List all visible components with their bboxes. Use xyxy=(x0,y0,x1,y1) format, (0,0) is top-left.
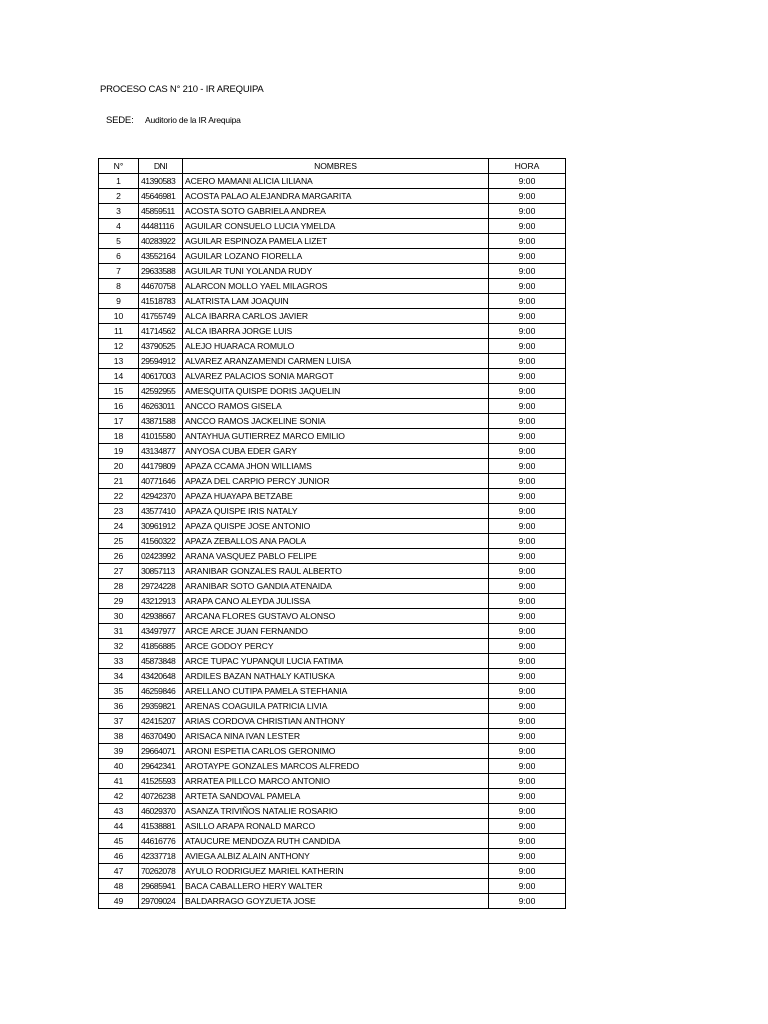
row-name: ALEJO HUARACA ROMULO xyxy=(183,339,489,354)
row-dni: 29642341 xyxy=(139,759,183,774)
table-row xyxy=(99,699,566,714)
row-hora: 9:00 xyxy=(489,819,566,834)
row-dni: 44179809 xyxy=(139,459,183,474)
table-row xyxy=(99,579,566,594)
row-name: ACERO MAMANI ALICIA LILIANA xyxy=(183,174,489,189)
row-name: BACA CABALLERO HERY WALTER xyxy=(183,879,489,894)
candidate-schedule-table xyxy=(98,158,566,909)
row-hora: 9:00 xyxy=(489,729,566,744)
row-name: ACOSTA SOTO GABRIELA ANDREA xyxy=(183,204,489,219)
row-hora: 9:00 xyxy=(489,459,566,474)
table-header-row xyxy=(99,159,566,174)
table-row xyxy=(99,474,566,489)
row-number: 3 xyxy=(99,204,139,219)
table-row xyxy=(99,429,566,444)
table-row xyxy=(99,339,566,354)
row-name: APAZA HUAYAPA BETZABE xyxy=(183,489,489,504)
row-number: 34 xyxy=(99,669,139,684)
row-name: ASANZA TRIVIÑOS NATALIE ROSARIO xyxy=(183,804,489,819)
table-row xyxy=(99,669,566,684)
table-row xyxy=(99,789,566,804)
row-name: AGUILAR TUNI YOLANDA RUDY xyxy=(183,264,489,279)
row-number: 22 xyxy=(99,489,139,504)
row-name: AGUILAR LOZANO FIORELLA xyxy=(183,249,489,264)
table-row xyxy=(99,834,566,849)
row-dni: 41518783 xyxy=(139,294,183,309)
row-hora: 9:00 xyxy=(489,309,566,324)
row-number: 31 xyxy=(99,624,139,639)
sede-line xyxy=(106,115,241,126)
column-header-names: NOMBRES xyxy=(183,159,489,174)
sede-label: SEDE: xyxy=(106,115,134,126)
row-hora: 9:00 xyxy=(489,594,566,609)
row-name: ALATRISTA LAM JOAQUIN xyxy=(183,294,489,309)
row-hora: 9:00 xyxy=(489,519,566,534)
row-dni: 29724228 xyxy=(139,579,183,594)
row-number: 49 xyxy=(99,894,139,909)
row-name: ALVAREZ PALACIOS SONIA MARGOT xyxy=(183,369,489,384)
row-number: 23 xyxy=(99,504,139,519)
row-number: 17 xyxy=(99,414,139,429)
row-number: 2 xyxy=(99,189,139,204)
row-hora: 9:00 xyxy=(489,789,566,804)
table-row xyxy=(99,549,566,564)
row-number: 18 xyxy=(99,429,139,444)
row-number: 25 xyxy=(99,534,139,549)
row-dni: 43420648 xyxy=(139,669,183,684)
table-row xyxy=(99,519,566,534)
row-number: 44 xyxy=(99,819,139,834)
row-dni: 70262078 xyxy=(139,864,183,879)
row-dni: 29664071 xyxy=(139,744,183,759)
row-hora: 9:00 xyxy=(489,189,566,204)
row-hora: 9:00 xyxy=(489,324,566,339)
row-hora: 9:00 xyxy=(489,699,566,714)
table-row xyxy=(99,654,566,669)
row-hora: 9:00 xyxy=(489,609,566,624)
row-name: APAZA CCAMA JHON WILLIAMS xyxy=(183,459,489,474)
table-row xyxy=(99,444,566,459)
row-number: 20 xyxy=(99,459,139,474)
row-name: APAZA QUISPE JOSE ANTONIO xyxy=(183,519,489,534)
row-dni: 44670758 xyxy=(139,279,183,294)
table-row xyxy=(99,864,566,879)
row-number: 46 xyxy=(99,849,139,864)
page-title: PROCESO CAS N° 210 - IR AREQUIPA xyxy=(100,84,264,95)
row-number: 43 xyxy=(99,804,139,819)
column-header-dni: DNI xyxy=(139,159,183,174)
row-number: 40 xyxy=(99,759,139,774)
row-dni: 40283922 xyxy=(139,234,183,249)
row-number: 42 xyxy=(99,789,139,804)
row-name: BALDARRAGO GOYZUETA JOSE xyxy=(183,894,489,909)
row-number: 26 xyxy=(99,549,139,564)
row-dni: 29633588 xyxy=(139,264,183,279)
table-row xyxy=(99,594,566,609)
row-name: ARCANA FLORES GUSTAVO ALONSO xyxy=(183,609,489,624)
row-dni: 40771646 xyxy=(139,474,183,489)
table-row xyxy=(99,684,566,699)
row-hora: 9:00 xyxy=(489,369,566,384)
table-row xyxy=(99,219,566,234)
row-hora: 9:00 xyxy=(489,384,566,399)
row-number: 13 xyxy=(99,354,139,369)
row-hora: 9:00 xyxy=(489,294,566,309)
row-number: 16 xyxy=(99,399,139,414)
row-dni: 42415207 xyxy=(139,714,183,729)
row-hora: 9:00 xyxy=(489,354,566,369)
row-name: ANCCO RAMOS JACKELINE SONIA xyxy=(183,414,489,429)
row-number: 8 xyxy=(99,279,139,294)
table-row xyxy=(99,894,566,909)
row-name: AYULO RODRIGUEZ MARIEL KATHERIN xyxy=(183,864,489,879)
row-dni: 42942370 xyxy=(139,489,183,504)
row-name: ALCA IBARRA JORGE LUIS xyxy=(183,324,489,339)
row-name: AGUILAR CONSUELO LUCIA YMELDA xyxy=(183,219,489,234)
row-dni: 45873848 xyxy=(139,654,183,669)
table-row xyxy=(99,564,566,579)
row-hora: 9:00 xyxy=(489,879,566,894)
row-dni: 42337718 xyxy=(139,849,183,864)
row-name: ANCCO RAMOS GISELA xyxy=(183,399,489,414)
row-dni: 46259846 xyxy=(139,684,183,699)
row-number: 1 xyxy=(99,174,139,189)
table-row xyxy=(99,759,566,774)
row-number: 10 xyxy=(99,309,139,324)
row-hora: 9:00 xyxy=(489,339,566,354)
row-hora: 9:00 xyxy=(489,534,566,549)
row-number: 19 xyxy=(99,444,139,459)
row-hora: 9:00 xyxy=(489,474,566,489)
row-number: 24 xyxy=(99,519,139,534)
row-dni: 41538881 xyxy=(139,819,183,834)
row-dni: 42592955 xyxy=(139,384,183,399)
row-name: APAZA DEL CARPIO PERCY JUNIOR xyxy=(183,474,489,489)
row-hora: 9:00 xyxy=(489,864,566,879)
table-row xyxy=(99,489,566,504)
row-name: ARCE ARCE JUAN FERNANDO xyxy=(183,624,489,639)
table-row xyxy=(99,399,566,414)
row-name: ANYOSA CUBA EDER GARY xyxy=(183,444,489,459)
row-hora: 9:00 xyxy=(489,669,566,684)
row-dni: 41390583 xyxy=(139,174,183,189)
row-number: 35 xyxy=(99,684,139,699)
row-hora: 9:00 xyxy=(489,264,566,279)
row-dni: 41525593 xyxy=(139,774,183,789)
row-hora: 9:00 xyxy=(489,414,566,429)
row-name: AVIEGA ALBIZ ALAIN ANTHONY xyxy=(183,849,489,864)
row-number: 15 xyxy=(99,384,139,399)
table-row xyxy=(99,879,566,894)
row-hora: 9:00 xyxy=(489,444,566,459)
row-hora: 9:00 xyxy=(489,279,566,294)
row-dni: 29709024 xyxy=(139,894,183,909)
row-dni: 29594912 xyxy=(139,354,183,369)
row-name: ALVAREZ ARANZAMENDI CARMEN LUISA xyxy=(183,354,489,369)
sede-value: Auditorio de la IR Arequipa xyxy=(144,115,241,125)
table-row xyxy=(99,264,566,279)
row-number: 9 xyxy=(99,294,139,309)
row-dni: 41856885 xyxy=(139,639,183,654)
table-row xyxy=(99,624,566,639)
row-dni: 30857113 xyxy=(139,564,183,579)
row-name: AMESQUITA QUISPE DORIS JAQUELIN xyxy=(183,384,489,399)
row-number: 29 xyxy=(99,594,139,609)
row-hora: 9:00 xyxy=(489,549,566,564)
row-dni: 44616776 xyxy=(139,834,183,849)
row-dni: 30961912 xyxy=(139,519,183,534)
row-hora: 9:00 xyxy=(489,774,566,789)
row-name: AGUILAR ESPINOZA PAMELA LIZET xyxy=(183,234,489,249)
row-number: 41 xyxy=(99,774,139,789)
row-name: ARELLANO CUTIPA PAMELA STEFHANIA xyxy=(183,684,489,699)
row-number: 4 xyxy=(99,219,139,234)
row-hora: 9:00 xyxy=(489,804,566,819)
table-row xyxy=(99,189,566,204)
row-dni: 43212913 xyxy=(139,594,183,609)
table-body xyxy=(99,174,566,909)
row-name: ARIAS CORDOVA CHRISTIAN ANTHONY xyxy=(183,714,489,729)
row-name: ALARCON MOLLO YAEL MILAGROS xyxy=(183,279,489,294)
row-dni: 02423992 xyxy=(139,549,183,564)
row-dni: 43790525 xyxy=(139,339,183,354)
row-hora: 9:00 xyxy=(489,849,566,864)
table-row xyxy=(99,249,566,264)
row-hora: 9:00 xyxy=(489,504,566,519)
table-row xyxy=(99,714,566,729)
row-dni: 46263011 xyxy=(139,399,183,414)
row-hora: 9:00 xyxy=(489,429,566,444)
row-name: ARCE TUPAC YUPANQUI LUCIA FATIMA xyxy=(183,654,489,669)
row-hora: 9:00 xyxy=(489,219,566,234)
row-dni: 43134877 xyxy=(139,444,183,459)
row-number: 21 xyxy=(99,474,139,489)
row-number: 28 xyxy=(99,579,139,594)
table-row xyxy=(99,369,566,384)
row-hora: 9:00 xyxy=(489,639,566,654)
row-number: 14 xyxy=(99,369,139,384)
table-row xyxy=(99,384,566,399)
table-row xyxy=(99,324,566,339)
row-dni: 45859511 xyxy=(139,204,183,219)
row-hora: 9:00 xyxy=(489,579,566,594)
row-number: 39 xyxy=(99,744,139,759)
row-hora: 9:00 xyxy=(489,249,566,264)
row-name: ARANA VASQUEZ PABLO FELIPE xyxy=(183,549,489,564)
table-row xyxy=(99,639,566,654)
row-dni: 46370490 xyxy=(139,729,183,744)
row-hora: 9:00 xyxy=(489,834,566,849)
row-name: ARENAS COAGUILA PATRICIA LIVIA xyxy=(183,699,489,714)
row-dni: 41755749 xyxy=(139,309,183,324)
row-hora: 9:00 xyxy=(489,234,566,249)
row-name: APAZA QUISPE IRIS NATALY xyxy=(183,504,489,519)
row-number: 33 xyxy=(99,654,139,669)
table-row xyxy=(99,354,566,369)
row-dni: 45646981 xyxy=(139,189,183,204)
row-name: ACOSTA PALAO ALEJANDRA MARGARITA xyxy=(183,189,489,204)
row-dni: 43497977 xyxy=(139,624,183,639)
row-hora: 9:00 xyxy=(489,489,566,504)
row-dni: 41714562 xyxy=(139,324,183,339)
table-row xyxy=(99,309,566,324)
row-name: ARDILES BAZAN NATHALY KATIUSKA xyxy=(183,669,489,684)
row-dni: 43871588 xyxy=(139,414,183,429)
row-dni: 29359821 xyxy=(139,699,183,714)
table-row xyxy=(99,609,566,624)
row-number: 48 xyxy=(99,879,139,894)
row-number: 37 xyxy=(99,714,139,729)
row-hora: 9:00 xyxy=(489,624,566,639)
row-number: 32 xyxy=(99,639,139,654)
row-dni: 43552164 xyxy=(139,249,183,264)
row-number: 5 xyxy=(99,234,139,249)
row-dni: 29685941 xyxy=(139,879,183,894)
table-row xyxy=(99,849,566,864)
row-number: 7 xyxy=(99,264,139,279)
row-name: ASILLO ARAPA RONALD MARCO xyxy=(183,819,489,834)
row-hora: 9:00 xyxy=(489,744,566,759)
row-hora: 9:00 xyxy=(489,714,566,729)
row-number: 30 xyxy=(99,609,139,624)
row-name: ARTETA SANDOVAL PAMELA xyxy=(183,789,489,804)
row-dni: 43577410 xyxy=(139,504,183,519)
column-header-number: N° xyxy=(99,159,139,174)
row-name: APAZA ZEBALLOS ANA PAOLA xyxy=(183,534,489,549)
table-row xyxy=(99,534,566,549)
row-hora: 9:00 xyxy=(489,204,566,219)
row-name: ATAUCURE MENDOZA RUTH CANDIDA xyxy=(183,834,489,849)
row-name: AROTAYPE GONZALES MARCOS ALFREDO xyxy=(183,759,489,774)
row-hora: 9:00 xyxy=(489,894,566,909)
row-number: 27 xyxy=(99,564,139,579)
row-name: ARRATEA PILLCO MARCO ANTONIO xyxy=(183,774,489,789)
row-name: ARANIBAR SOTO GANDIA ATENAIDA xyxy=(183,579,489,594)
row-dni: 44481116 xyxy=(139,219,183,234)
row-hora: 9:00 xyxy=(489,759,566,774)
row-hora: 9:00 xyxy=(489,654,566,669)
table-row xyxy=(99,174,566,189)
row-name: ARONI ESPETIA CARLOS GERONIMO xyxy=(183,744,489,759)
row-number: 6 xyxy=(99,249,139,264)
row-dni: 42938667 xyxy=(139,609,183,624)
row-hora: 9:00 xyxy=(489,399,566,414)
row-dni: 41015580 xyxy=(139,429,183,444)
row-number: 36 xyxy=(99,699,139,714)
row-name: ANTAYHUA GUTIERREZ MARCO EMILIO xyxy=(183,429,489,444)
row-number: 11 xyxy=(99,324,139,339)
row-name: ARANIBAR GONZALES RAUL ALBERTO xyxy=(183,564,489,579)
row-name: ARISACA NINA IVAN LESTER xyxy=(183,729,489,744)
row-dni: 40617003 xyxy=(139,369,183,384)
table-row xyxy=(99,744,566,759)
table-row xyxy=(99,414,566,429)
column-header-hora: HORA xyxy=(489,159,566,174)
row-hora: 9:00 xyxy=(489,684,566,699)
row-number: 12 xyxy=(99,339,139,354)
table-row xyxy=(99,504,566,519)
row-name: ALCA IBARRA CARLOS JAVIER xyxy=(183,309,489,324)
row-dni: 40726238 xyxy=(139,789,183,804)
row-number: 47 xyxy=(99,864,139,879)
row-dni: 46029370 xyxy=(139,804,183,819)
row-name: ARAPA CANO ALEYDA JULISSA xyxy=(183,594,489,609)
table-row xyxy=(99,819,566,834)
row-number: 38 xyxy=(99,729,139,744)
table-row xyxy=(99,279,566,294)
row-number: 45 xyxy=(99,834,139,849)
table-row xyxy=(99,729,566,744)
row-name: ARCE GODOY PERCY xyxy=(183,639,489,654)
table-row xyxy=(99,804,566,819)
table-row xyxy=(99,234,566,249)
table-row xyxy=(99,204,566,219)
table-row xyxy=(99,459,566,474)
row-hora: 9:00 xyxy=(489,564,566,579)
table-row xyxy=(99,774,566,789)
row-dni: 41560322 xyxy=(139,534,183,549)
table-row xyxy=(99,294,566,309)
row-hora: 9:00 xyxy=(489,174,566,189)
